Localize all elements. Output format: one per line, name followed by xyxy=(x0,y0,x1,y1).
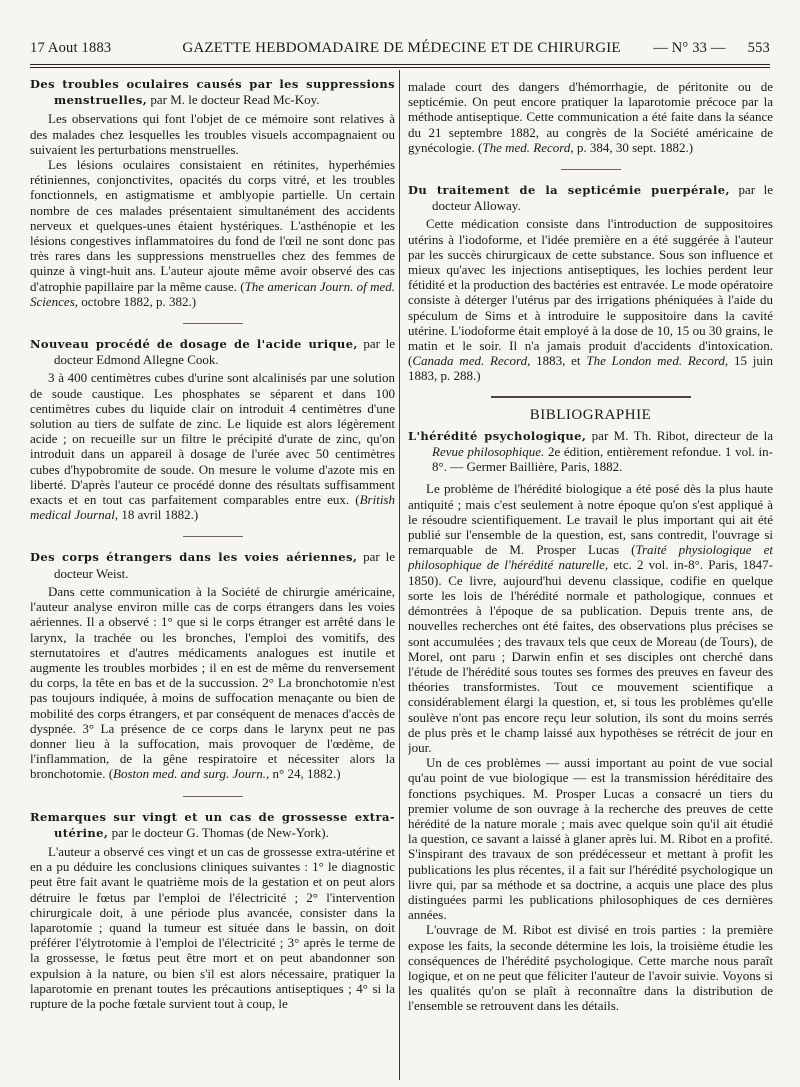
article-title xyxy=(30,76,395,108)
article-separator xyxy=(561,169,621,170)
article-paragraph: L'auteur a observé ces vingt et un cas de grossesse extra-utérine et en a pu déduire les conclusions cliniques suivantes : 1° le diagnostic peut être fait avant le quatrième mois de la gestation et on peut alors détruire le fœtus par l'emploi de l'électricité ; 2° l'intervention chirurgicale doit, à une période plus avancée, consister dans la laparotomie ; quand la tumeur est située dans le bassin, on doit préférer l'élytrotomie à l'emploi de l'électricité ; 3° après le terme de la grossesse, le fœtus peut être mort et on peut abandonner son expulsion à la nature, ou bien s'il est alors nécessaire, pratiquer la laparotomie en prenant toutes les précautions antiseptiques ; 4° si la rupture de la poche fœtale survient tout à coup, le xyxy=(30,843,395,1011)
article-title-bold: Des corps étrangers dans les voies aériennes, xyxy=(30,550,358,565)
article-author: par le docteur Alloway. xyxy=(432,182,773,214)
left-column xyxy=(30,76,395,1081)
paragraph-text: malade court des dangers d'hémorrhagie, de péritonite ou de septicémie. On peut encore pratiquer la laparotomie précoce par la méthode antiseptique. Cette communication a été faite dans la séance du 21 septembre 1882, au congrès de la Société américaine de gynécologie. ( xyxy=(408,79,773,155)
paragraph-text: Cette médication consiste dans l'introduction de suppositoires utérins à l'iodoforme, et l'idée première en a été suggérée à l'auteur par les succès chirurgicaux de cette substance. Sous son influence et mieux qu'avec les injections antiseptiques, les lochies perdent leur fétidité et la production des bactéries est entravée. Le mode opératoire consiste à déterger l'utérus par des irrigations phéniquées à l'aide du spéculum de Sims et à introduire le suppositoire dans la cavité utérine. L'iodoforme était employé à la dose de 10, 15 ou 30 grains, le matin et le soir. Il n'a jamais produit d'accidents d'intoxication. ( xyxy=(408,216,773,369)
article-title-bold: Des troubles oculaires causés par les suppressions menstruelles, xyxy=(30,77,395,108)
page-header xyxy=(30,34,770,62)
section-separator xyxy=(491,396,691,398)
review-paragraph: L'ouvrage de M. Ribot est divisé en trois parties : la première expose les faits, la seconde détermine les lois, la troisième étudie les conséquences de l'hérédité psychologique. Cette marche nous paraît logique, et on ne peut que féliciter l'auteur de l'avoir suivie. Voyons si les qualités qu'on se plaît à reconnaître dans la distribution de l'ensemble se retrouvent dans les détails. xyxy=(408,922,773,1014)
article-title xyxy=(30,336,395,367)
citation-details: 1883, et xyxy=(530,353,587,369)
bibliography-heading: BIBLIOGRAPHIE xyxy=(529,406,652,423)
citation-source: The med. Record, xyxy=(482,139,574,155)
book-info: par M. Th. Ribot, directeur de la xyxy=(586,427,773,443)
article-paragraph xyxy=(30,584,395,782)
citation-source: Boston med. and surg. Journ., xyxy=(113,766,270,782)
article-title xyxy=(30,809,395,841)
article-title-bold: Nouveau procédé de dosage de l'acide urique, xyxy=(30,337,358,352)
citation-details: 18 avril 1882.) xyxy=(118,507,199,523)
article-separator xyxy=(183,323,243,324)
citation-details: n° 24, 1882.) xyxy=(269,766,341,782)
review-paragraph xyxy=(408,481,773,755)
article-author: par le docteur Weist. xyxy=(54,549,395,581)
article-title-bold: Remarques sur vingt et un cas de grossesse extra-utérine, xyxy=(30,809,395,840)
column-divider xyxy=(399,70,400,1080)
article-author: par le docteur G. Thomas (de New-York). xyxy=(108,824,329,840)
header-rule xyxy=(30,64,770,65)
cited-work: Traité physiologique et philosophique de l'hérédité naturelle, xyxy=(408,542,773,573)
paragraph-text: Les lésions oculaires consistaient en rétinites, hyperhémies rétiniennes, conjonctivites, opacités du corps vitré, et les troubles fonctionnels, en astigmatisme et amblyopie partielle. Un certain nombre de ces malades présentaient simultanément des accidents nerveux et quelques-unes étaient hystériques. L'asthénopie et les lésions congestives inflammatoires du fond de l'œil ne sont donc pas très rares dans les suppressions menstruelles chez des femmes de quinze à vingt-huit ans. L'auteur ajoute même avoir observé des cas d'atrophie papillaire par la même cause. ( xyxy=(30,157,395,294)
paragraph-text: 3 à 400 centimètres cubes d'urine sont alcalinisés par une solution de soude caustique. Les phosphates se séparent et dans 100 centimètres cubes du liquide clair on introduit 4 centimètres d'une solution au tiers de sulfate de zinc. Le liquide est alors légèrement acide ; on recueille sur un filtre le précipité d'urate de zinc, qu'on introduit dans un appareil à dosage de l'urée avec 50 centimètres cubes d'hypobromite de soude. On mesure le volume d'azote mis en liberté. D'après l'auteur ce procédé donne des résultats suffisamment exacts et en tout cas parfaitement comparables entre eux. ( xyxy=(30,370,395,508)
article-paragraph xyxy=(30,157,395,309)
citation-details: p. 384, 30 sept. 1882.) xyxy=(573,139,694,155)
citation-source: The London med. Record, xyxy=(586,353,729,369)
citation-source: The american Journ. of med. Sciences, xyxy=(30,278,395,309)
header-rule-second xyxy=(30,67,770,68)
citation-details: octobre 1882, p. 382.) xyxy=(78,293,197,309)
book-publication: 2e édition, entièrement refondue. 1 vol. in-8°. — Germer Baillière, Paris, 1882. xyxy=(432,444,773,475)
article-title-bold: Du traitement de la septicémie puerpérale, xyxy=(408,183,730,198)
book-title-bold: L'hérédité psychologique, xyxy=(408,428,587,443)
article-paragraph xyxy=(30,370,395,522)
page-number: 553 xyxy=(747,39,770,56)
book-title xyxy=(408,428,773,475)
article-author: par le docteur Edmond Allegne Cook. xyxy=(54,336,395,368)
review-paragraph: Un de ces problèmes — aussi important au point de vue social qu'au point de vue biologique — est la transmission héréditaire des fonctions psychiques. M. Prosper Lucas a consacré un tiers du premier volume de son ouvrage à la recherche des preuves de cette hérédité de la nature morale ; mais avec quelque soin qu'il ait étudié la question, ce savant a laissé à glaner après lui. M. Ribot en a profité. S'inspirant des travaux de son prédécesseur et mettant à profit les publications les plus récentes, il a fait sur l'hérédité psychologique un livre qui, par sa méthode et sa doctrine, a acquis une place des plus distinguées parmi les publications philosophiques de ces dernières années. xyxy=(408,755,773,923)
right-column xyxy=(408,79,773,1079)
issue-number: — N° 33 — xyxy=(653,39,726,56)
citation-source: Canada med. Record, xyxy=(412,353,531,369)
article-separator xyxy=(183,536,243,537)
citation-source: British medical Journal, xyxy=(30,492,395,523)
header-right xyxy=(653,40,770,57)
citation-details: 15 juin 1883, p. 288.) xyxy=(408,353,773,384)
issue-date: 17 Aout 1883 xyxy=(30,39,112,56)
book-journal: Revue philosophique. xyxy=(432,444,545,460)
article-title xyxy=(408,182,773,213)
article-paragraph xyxy=(408,79,773,155)
paragraph-text: etc. 2 vol. in-8°. Paris, 1847-1850). Ce livre, aujourd'hui devenu classique, codifie en quelque sorte les lois de l'hérédité normale et pathologique, connues et démontrées à l'époque de sa publication. Depuis trente ans, de nouvelles recherches ont été faites, des observations plus précises se sont accumulées ; des travaux tels que ceux de Moreau (de Tours), de Morel, ont paru ; Darwin enfin et ses disciples ont cherché dans l'étude de l'hérédité sous toutes ses formes des preuves en faveur des théories transformistes. Tout ce mouvement scientifique a considérablement élargi la question, et, si tous les problèmes qu'elle soulève n'ont pas encore reçu leur solution, ils sont du moins serrés de plus près et le champ laissé aux hypothèses se rétrécit de jour en jour. xyxy=(408,557,773,755)
article-author: par M. le docteur Read Mc-Koy. xyxy=(147,92,320,108)
article-separator xyxy=(183,796,243,797)
journal-title: GAZETTE HEBDOMADAIRE DE MÉDECINE ET DE CHIRURGIE xyxy=(182,39,621,56)
article-paragraph xyxy=(408,216,773,383)
article-title xyxy=(30,549,395,580)
paragraph-text: Dans cette communication à la Société de chirurgie américaine, l'auteur analyse environ mille cas de corps étrangers dans les voies aériennes. Il a observé : 1° que si le corps étranger est arrêté dans le larynx, la trachée ou les bronches, l'emploi des vomitifs, des sternutatoires et d'autres médicaments analogues est inutile et augmente les troubles morbides ; il en est de même du renversement du corps, la tête en bas et de la succussion. 2° La bronchotomie n'est pas toujours indiquée, à moins de suffocation menaçante ou bien de mobilité des corps étrangers, et par conséquent de menaces d'accès de dyspnée. 3° La présence de ce corps dans le larynx peut ne pas donner lieu à la suffocation, mais provoquer de l'œdème, de l'inflammation, de la gêne respiratoire et nécessiter alors la bronchotomie. ( xyxy=(30,583,395,782)
article-paragraph: Les observations qui font l'objet de ce mémoire sont relatives à des malades chez lesquelles les troubles visuels accompagnaient ou suivaient les perturbations menstruelles. xyxy=(30,111,395,157)
paragraph-text: Le problème de l'hérédité biologique a été posé dès la plus haute antiquité ; mais c'est seulement à notre époque qu'on s'est appliqué à le résoudre scientifiquement. Le travail le plus important qui ait été publié sur l'ensemble de la question, est, sans contredit, l'ouvrage si remarquable de M. Prosper Lucas ( xyxy=(408,481,773,558)
